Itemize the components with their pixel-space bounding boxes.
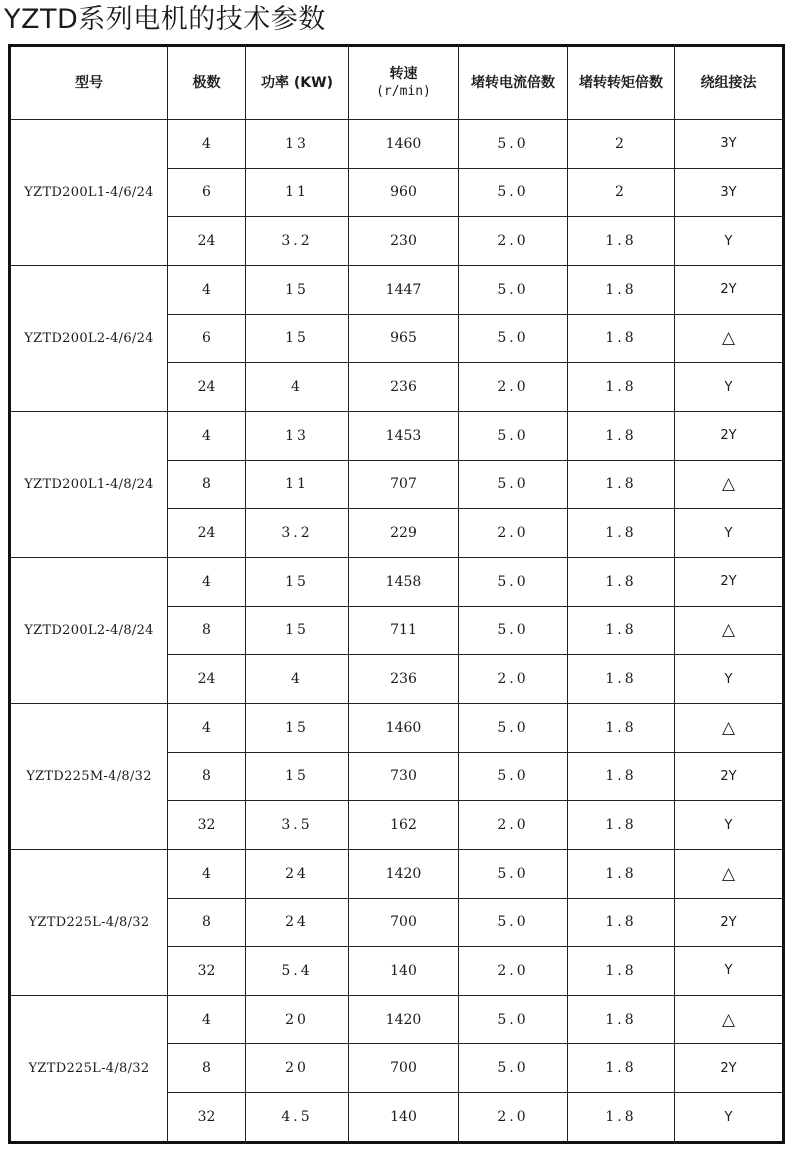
torque-ratio-cell: 1.8 xyxy=(568,703,675,752)
header-speed xyxy=(349,46,459,120)
torque-ratio-cell: 1.8 xyxy=(568,849,675,898)
current-ratio-cell: 5.0 xyxy=(459,120,568,169)
torque-ratio-cell: 1.8 xyxy=(568,557,675,606)
poles-cell: 4 xyxy=(168,265,246,314)
speed-cell: 700 xyxy=(349,898,459,947)
power-cell: 13 xyxy=(246,120,349,169)
speed-cell: 229 xyxy=(349,509,459,558)
winding-cell: Y xyxy=(675,363,784,412)
winding-cell: △ xyxy=(675,703,784,752)
power-cell: 20 xyxy=(246,1044,349,1093)
poles-cell: 8 xyxy=(168,606,246,655)
header-speed-label: 转速 xyxy=(389,66,418,82)
winding-cell: Y xyxy=(675,947,784,996)
current-ratio-cell: 2.0 xyxy=(459,363,568,412)
poles-cell: 4 xyxy=(168,411,246,460)
poles-cell: 24 xyxy=(168,217,246,266)
speed-cell: 1420 xyxy=(349,849,459,898)
poles-cell: 24 xyxy=(168,363,246,412)
speed-cell: 1420 xyxy=(349,995,459,1044)
table-body xyxy=(10,120,784,1143)
torque-ratio-cell: 1.8 xyxy=(568,1044,675,1093)
header-poles: 极数 xyxy=(168,46,246,120)
torque-ratio-cell: 1.8 xyxy=(568,606,675,655)
torque-ratio-cell: 1.8 xyxy=(568,363,675,412)
table-row xyxy=(10,995,784,1044)
table-row xyxy=(10,703,784,752)
table-row xyxy=(10,120,784,169)
model-name-cell: YZTD225L-4/8/32 xyxy=(10,849,168,995)
power-cell: 15 xyxy=(246,265,349,314)
speed-cell: 1458 xyxy=(349,557,459,606)
winding-cell: 2Y xyxy=(675,411,784,460)
current-ratio-cell: 5.0 xyxy=(459,849,568,898)
power-cell: 4.5 xyxy=(246,1093,349,1143)
torque-ratio-cell: 1.8 xyxy=(568,655,675,704)
current-ratio-cell: 5.0 xyxy=(459,168,568,217)
torque-ratio-cell: 2 xyxy=(568,120,675,169)
torque-ratio-cell: 1.8 xyxy=(568,217,675,266)
torque-ratio-cell: 1.8 xyxy=(568,314,675,363)
speed-cell: 230 xyxy=(349,217,459,266)
power-cell: 11 xyxy=(246,168,349,217)
header-winding: 绕组接法 xyxy=(675,46,784,120)
speed-cell: 700 xyxy=(349,1044,459,1093)
winding-cell: 2Y xyxy=(675,265,784,314)
current-ratio-cell: 5.0 xyxy=(459,995,568,1044)
table-row xyxy=(10,557,784,606)
winding-cell: △ xyxy=(675,314,784,363)
current-ratio-cell: 5.0 xyxy=(459,557,568,606)
current-ratio-cell: 5.0 xyxy=(459,265,568,314)
header-model: 型号 xyxy=(10,46,168,120)
torque-ratio-cell: 1.8 xyxy=(568,947,675,996)
winding-cell: Y xyxy=(675,655,784,704)
poles-cell: 24 xyxy=(168,655,246,704)
current-ratio-cell: 5.0 xyxy=(459,898,568,947)
torque-ratio-cell: 1.8 xyxy=(568,411,675,460)
torque-ratio-cell: 2 xyxy=(568,168,675,217)
torque-ratio-cell: 1.8 xyxy=(568,995,675,1044)
current-ratio-cell: 5.0 xyxy=(459,314,568,363)
power-cell: 24 xyxy=(246,898,349,947)
poles-cell: 4 xyxy=(168,849,246,898)
power-cell: 15 xyxy=(246,314,349,363)
current-ratio-cell: 5.0 xyxy=(459,606,568,655)
torque-ratio-cell: 1.8 xyxy=(568,801,675,850)
winding-cell: △ xyxy=(675,995,784,1044)
speed-cell: 707 xyxy=(349,460,459,509)
power-cell: 3.2 xyxy=(246,509,349,558)
winding-cell: Y xyxy=(675,801,784,850)
speed-cell: 140 xyxy=(349,1093,459,1143)
speed-cell: 1460 xyxy=(349,703,459,752)
poles-cell: 6 xyxy=(168,314,246,363)
speed-cell: 236 xyxy=(349,363,459,412)
poles-cell: 32 xyxy=(168,801,246,850)
current-ratio-cell: 5.0 xyxy=(459,752,568,801)
speed-cell: 730 xyxy=(349,752,459,801)
torque-ratio-cell: 1.8 xyxy=(568,509,675,558)
poles-cell: 24 xyxy=(168,509,246,558)
power-cell: 15 xyxy=(246,606,349,655)
header-row xyxy=(10,46,784,120)
page-title: YZTD系列电机的技术参数 xyxy=(4,4,326,35)
power-cell: 3.2 xyxy=(246,217,349,266)
poles-cell: 8 xyxy=(168,1044,246,1093)
current-ratio-cell: 5.0 xyxy=(459,460,568,509)
speed-cell: 960 xyxy=(349,168,459,217)
power-cell: 3.5 xyxy=(246,801,349,850)
power-cell: 20 xyxy=(246,995,349,1044)
header-power: 功率 (KW) xyxy=(246,46,349,120)
speed-cell: 965 xyxy=(349,314,459,363)
header-speed-unit: (r/min) xyxy=(376,84,431,99)
table-row xyxy=(10,411,784,460)
winding-cell: Y xyxy=(675,1093,784,1143)
current-ratio-cell: 2.0 xyxy=(459,509,568,558)
power-cell: 4 xyxy=(246,363,349,412)
poles-cell: 8 xyxy=(168,460,246,509)
winding-cell: 2Y xyxy=(675,1044,784,1093)
motor-spec-table xyxy=(8,44,785,1144)
poles-cell: 8 xyxy=(168,898,246,947)
speed-cell: 162 xyxy=(349,801,459,850)
model-name-cell: YZTD200L2-4/6/24 xyxy=(10,265,168,411)
current-ratio-cell: 2.0 xyxy=(459,947,568,996)
winding-cell: 2Y xyxy=(675,557,784,606)
current-ratio-cell: 5.0 xyxy=(459,411,568,460)
winding-cell: Y xyxy=(675,509,784,558)
power-cell: 5.4 xyxy=(246,947,349,996)
torque-ratio-cell: 1.8 xyxy=(568,460,675,509)
torque-ratio-cell: 1.8 xyxy=(568,898,675,947)
speed-cell: 711 xyxy=(349,606,459,655)
current-ratio-cell: 2.0 xyxy=(459,1093,568,1143)
power-cell: 24 xyxy=(246,849,349,898)
poles-cell: 4 xyxy=(168,120,246,169)
winding-cell: 3Y xyxy=(675,120,784,169)
table-row xyxy=(10,265,784,314)
winding-cell: 3Y xyxy=(675,168,784,217)
speed-cell: 1460 xyxy=(349,120,459,169)
current-ratio-cell: 5.0 xyxy=(459,703,568,752)
winding-cell: 2Y xyxy=(675,898,784,947)
speed-cell: 1453 xyxy=(349,411,459,460)
winding-cell: △ xyxy=(675,606,784,655)
speed-cell: 1447 xyxy=(349,265,459,314)
winding-cell: Y xyxy=(675,217,784,266)
speed-cell: 236 xyxy=(349,655,459,704)
poles-cell: 4 xyxy=(168,557,246,606)
poles-cell: 32 xyxy=(168,1093,246,1143)
poles-cell: 4 xyxy=(168,995,246,1044)
header-current-ratio: 堵转电流倍数 xyxy=(459,46,568,120)
power-cell: 4 xyxy=(246,655,349,704)
power-cell: 15 xyxy=(246,752,349,801)
table-row xyxy=(10,849,784,898)
speed-cell: 140 xyxy=(349,947,459,996)
power-cell: 13 xyxy=(246,411,349,460)
torque-ratio-cell: 1.8 xyxy=(568,265,675,314)
torque-ratio-cell: 1.8 xyxy=(568,1093,675,1143)
current-ratio-cell: 2.0 xyxy=(459,655,568,704)
current-ratio-cell: 2.0 xyxy=(459,217,568,266)
torque-ratio-cell: 1.8 xyxy=(568,752,675,801)
current-ratio-cell: 5.0 xyxy=(459,1044,568,1093)
winding-cell: △ xyxy=(675,460,784,509)
winding-cell: 2Y xyxy=(675,752,784,801)
poles-cell: 8 xyxy=(168,752,246,801)
header-torque-ratio: 堵转转矩倍数 xyxy=(568,46,675,120)
current-ratio-cell: 2.0 xyxy=(459,801,568,850)
power-cell: 15 xyxy=(246,703,349,752)
poles-cell: 6 xyxy=(168,168,246,217)
winding-cell: △ xyxy=(675,849,784,898)
model-name-cell: YZTD225L-4/8/32 xyxy=(10,995,168,1142)
model-name-cell: YZTD200L1-4/6/24 xyxy=(10,120,168,266)
poles-cell: 32 xyxy=(168,947,246,996)
power-cell: 11 xyxy=(246,460,349,509)
power-cell: 15 xyxy=(246,557,349,606)
poles-cell: 4 xyxy=(168,703,246,752)
model-name-cell: YZTD225M-4/8/32 xyxy=(10,703,168,849)
model-name-cell: YZTD200L2-4/8/24 xyxy=(10,557,168,703)
model-name-cell: YZTD200L1-4/8/24 xyxy=(10,411,168,557)
